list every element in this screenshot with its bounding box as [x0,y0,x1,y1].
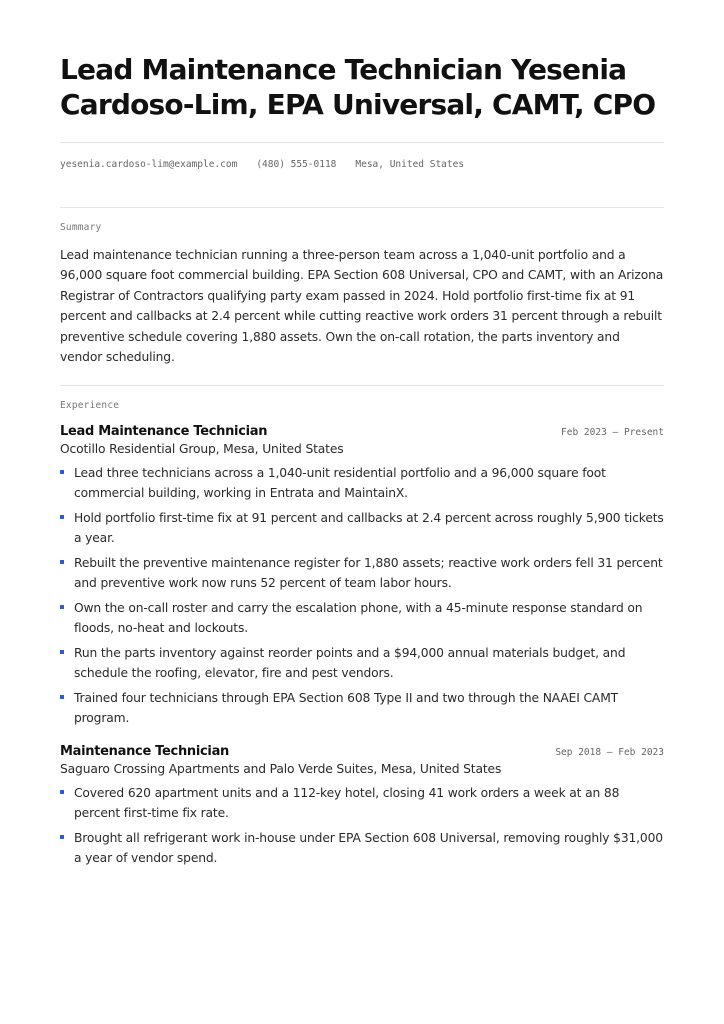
list-item [60,553,664,593]
bullet-marker [60,790,64,794]
summary-heading: Summary [60,222,102,233]
job-entry [60,424,664,728]
bullet-marker [60,650,64,654]
job-title: Lead Maintenance Technician [60,424,268,440]
title-line-2: Cardoso-Lim, EPA Universal, CAMT, CPO [60,88,656,121]
job-header [60,744,664,759]
bullet-text: Brought all refrigerant work in-house under EPA Section 608 Universal, removing roughly $31,000 a year of vendor spend. [74,831,663,866]
job-dates: Feb 2023 — Present [561,427,664,439]
bullet-marker [60,835,64,839]
job-bullets [60,463,664,728]
header-divider [60,142,664,143]
list-item [60,828,664,868]
experience-heading: Experience [60,400,120,412]
job-organization: Ocotillo Residential Group, Mesa, United States [60,442,344,457]
job-organization: Saguaro Crossing Apartments and Palo Verde Suites, Mesa, United States [60,762,502,777]
bullet-marker [60,515,64,519]
contact-divider [60,207,664,208]
bullet-marker [60,605,64,609]
list-item [60,688,664,728]
title-line-1: Lead Maintenance Technician Yesenia [60,53,627,86]
list-item [60,598,664,638]
bullet-text: Own the on-call roster and carry the escalation phone, with a 45-minute response standard on floods, no-heat and lockouts. [74,601,643,636]
list-item [60,508,664,548]
page-title [60,52,664,122]
bullet-text: Rebuilt the preventive maintenance register for 1,880 assets; reactive work orders fell 31 percent and preventive work now runs 52 percent of team labor hours. [74,556,663,591]
summary-divider [60,385,664,386]
contact-row [60,159,664,170]
job-header [60,424,664,439]
list-item [60,463,664,503]
list-item [60,643,664,683]
bullet-text: Trained four technicians through EPA Section 608 Type II and two through the NAAEI CAMT program. [74,691,619,726]
job-title: Maintenance Technician [60,744,230,760]
bullet-marker [60,470,64,474]
summary-text: Lead maintenance technician running a three-person team across a 1,040-unit portfolio and a 96,000 square foot commercial building. EPA Section 608 Universal, CPO and CAMT, with an Arizona Registrar of Contractors qualifying party exam passed in 2024. Hold portfolio first-time fix at 91 percent and callbacks at 2.4 percent while cutting reactive work orders 31 percent through a rebuilt preventive schedule covering 1,880 assets. Own the on-call rotation, the parts inventory and vendor scheduling. [60,248,664,365]
contact-location: Mesa, United States [355,159,465,170]
contact-phone[interactable]: (480) 555-0118 [256,159,337,170]
bullet-marker [60,560,64,564]
job-dates: Sep 2018 — Feb 2023 [555,747,664,759]
bullet-text: Run the parts inventory against reorder points and a $94,000 annual materials budget, and schedule the roofing, elevator, fire and pest vendors. [74,646,626,681]
contact-email[interactable]: yesenia.cardoso-lim@example.com [60,159,238,170]
bullet-text: Hold portfolio first-time fix at 91 percent and callbacks at 2.4 percent across roughly 5,900 tickets a year. [74,511,664,546]
resume-page [60,52,664,868]
bullet-marker [60,695,64,699]
bullet-text: Lead three technicians across a 1,040-unit residential portfolio and a 96,000 square foot commercial building, working in Entrata and MaintainX. [74,466,606,501]
bullet-text: Covered 620 apartment units and a 112-key hotel, closing 41 work orders a week at an 88 percent first-time fix rate. [74,786,620,821]
job-entry [60,744,664,868]
list-item [60,783,664,823]
job-bullets [60,783,664,868]
